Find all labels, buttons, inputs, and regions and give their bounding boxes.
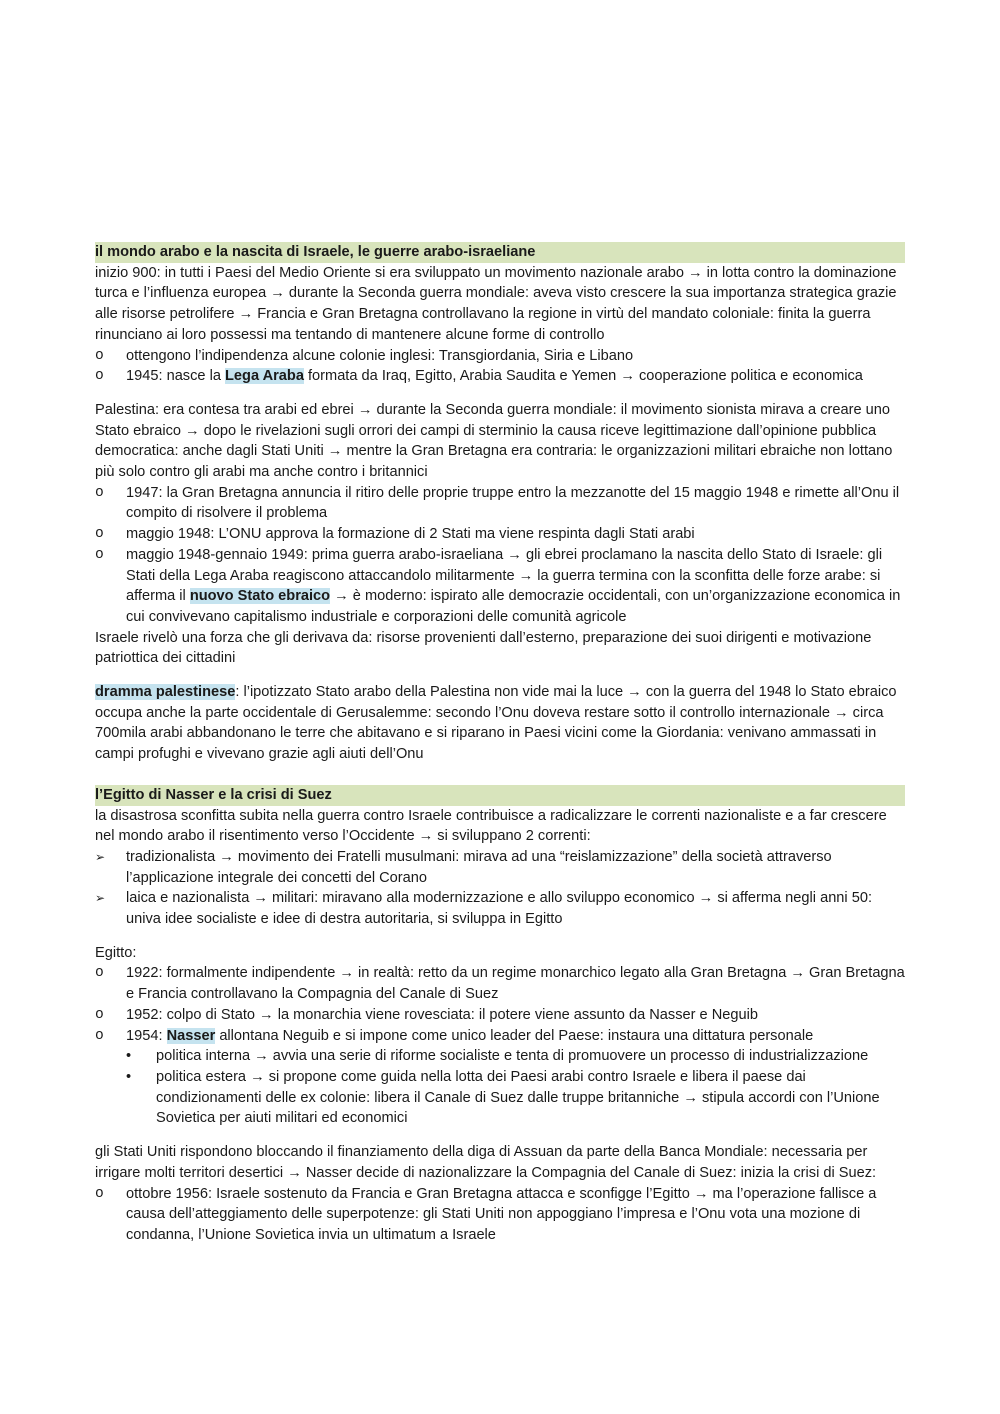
list-item: o maggio 1948-gennaio 1949: prima guerra arabo-israeliana → gli ebrei proclamano la nascita dello Stato di Israele: gli Stati della Lega Araba reagiscono attaccandolo militarmente → la guerra termina con la sconfitta delle forze arabe: si afferma il nuovo Stato ebraico → è moderno: ispirato alle democrazie occidentali, con un’organizzazione economica in cui convivevano capitalismo industriale e corporazioni delle comunità agricole xyxy=(95,546,901,625)
paragraph: dramma palestinese: l’ipotizzato Stato arabo della Palestina non vide mai la luce → con la guerra del 1948 lo Stato ebraico occupa anche la parte occidentale di Gerusalemme: secondo l’Onu doveva restare sotto il controllo internazionale → circa 700mila arabi abbandonano le terre che abitavano e si riparano in Paesi vicini come la Giordania: venivano ammassati in campi profughi e vivevano grazie agli aiuti dell’Onu xyxy=(95,684,897,763)
bullet-list xyxy=(95,963,905,1129)
bullet-marker: o xyxy=(95,484,104,501)
list-item: o 1945: nasce la Lega Araba formata da Iraq, Egitto, Arabia Saudita e Yemen → cooperazione politica e economica xyxy=(95,366,905,387)
bullet-marker: o xyxy=(95,1185,104,1202)
bullet-list xyxy=(95,483,905,628)
list-item: o 1954: Nasser allontana Neguib e si impone come unico leader del Paese: instaura una dittatura personale • politica interna → avvia una serie di riforme socialiste e tenta di promuovere un processo di industrializzazione • politica estera → si propone come guida nella lotta dei Paesi arabi contro Israele e libera il paese dai condizionamenti delle ex colonie: libera il Canale di Suez dalle truppe britanniche → stipula accordi con l’Unione Sovietica per aiuti militari ed economici xyxy=(95,1026,905,1130)
list-item: ➢ laica e nazionalista → militari: miravano alla modernizzazione e allo sviluppo economico → si afferma negli anni 50: univa idee socialiste e idee di destra autoritaria, si sviluppa in Egitto xyxy=(95,890,873,928)
paragraph: Palestina: era contesa tra arabi ed ebrei → durante la Seconda guerra mondiale: il movimento sionista mirava a creare uno Stato ebraico → dopo le rivelazioni sugli orrori dei campi di sterminio la causa riceve legittimazione dall’opinione pubblica democratica: anche dagli Stati Uniti → mentre la Gran Bretagna era contraria: le organizzazioni militari ebraiche non lottano più solo contro gli arabi ma anche contro i britannici xyxy=(95,401,893,481)
bullet-list xyxy=(95,1184,905,1246)
bullet-marker: o xyxy=(95,1027,104,1044)
paragraph: la disastrosa sconfitta subita nella guerra contro Israele contribuisce a radicalizzare le correnti nazionaliste e a far crescere nel mondo arabo il risentimento verso l’Occidente → si sviluppano 2 correnti: xyxy=(95,807,887,845)
bullet-marker: o xyxy=(95,526,104,543)
list-item: o 1947: la Gran Bretagna annuncia il ritiro delle proprie truppe entro la mezzanotte del 15 maggio 1948 e rimette all’Onu il compito di risolvere il problema xyxy=(95,484,900,522)
list-item: o maggio 1948: L’ONU approva la formazione di 2 Stati ma viene respinta dagli Stati arabi xyxy=(95,524,905,545)
list-item: • politica interna → avvia una serie di riforme socialiste e tenta di promuovere un processo di industrializzazione xyxy=(126,1046,905,1067)
paragraph: Israele rivelò una forza che gli derivava da: risorse provenienti dall’esterno, preparazione dei suoi dirigenti e motivazione patriottica dei cittadini xyxy=(95,629,872,667)
bullet-marker: o xyxy=(95,368,104,385)
highlight-nuovo-stato: nuovo Stato ebraico xyxy=(189,588,331,605)
list-item: o 1922: formalmente indipendente → in realtà: retto da un regime monarchico legato alla Gran Bretagna → Gran Bretagna e Francia controllavano la Compagnia del Canale di Suez xyxy=(95,965,905,1003)
arrow-marker: ➢ xyxy=(95,891,106,906)
bullet-marker: o xyxy=(95,347,104,364)
arrow-marker: ➢ xyxy=(95,849,106,864)
bullet-list xyxy=(95,346,905,387)
sub-bullet-list xyxy=(126,1046,905,1129)
bullet-marker: o xyxy=(95,965,104,982)
bullet-marker: • xyxy=(126,1068,132,1085)
list-item: o 1952: colpo di Stato → la monarchia viene rovesciata: il potere viene assunto da Nasser e Neguib xyxy=(95,1005,905,1026)
list-item: o ottengono l’indipendenza alcune colonie inglesi: Transgiordania, Siria e Libano xyxy=(95,346,905,367)
list-item: o ottobre 1956: Israele sostenuto da Francia e Gran Bretagna attacca e sconfigge l’Egitto → ma l’operazione fallisce a causa dell’atteggiamento delle superpotenze: gli Stati Uniti non appoggiano l’impresa e l’Onu vota una mozione di condanna, l’Unione Sovietica invia un ultimatum a Israele xyxy=(95,1185,877,1243)
arrow-list xyxy=(95,847,905,930)
bullet-marker: o xyxy=(95,546,104,563)
highlight-nasser: Nasser xyxy=(166,1027,216,1044)
list-item: ➢ tradizionalista → movimento dei Fratelli musulmani: mirava ad una “reislamizzazione” della società attraverso l’applicazione integrale dei concetti del Corano xyxy=(95,848,832,886)
highlight-dramma-palestinese: dramma palestinese xyxy=(95,684,236,701)
document-content xyxy=(95,242,905,1246)
list-item: • politica estera → si propone come guida nella lotta dei Paesi arabi contro Israele e libera il paese dai condizionamenti delle ex colonie: libera il Canale di Suez dalle truppe britanniche → stipula accordi con l’Unione Sovietica per aiuti militari ed economici xyxy=(126,1068,880,1127)
paragraph: gli Stati Uniti rispondono bloccando il finanziamento della diga di Assuan da parte della Banca Mondiale: necessaria per irrigare molti territori desertici → Nasser decide di nazionalizzare la Compagnia del Canale di Suez: inizia la crisi di Suez: xyxy=(95,1144,877,1181)
section-heading-israele: il mondo arabo e la nascita di Israele, le guerre arabo-israeliane xyxy=(95,242,905,263)
paragraph: Egitto: xyxy=(95,944,137,961)
section-heading-egitto: l’Egitto di Nasser e la crisi di Suez xyxy=(95,785,905,806)
bullet-marker: • xyxy=(126,1048,132,1065)
highlight-lega-araba: Lega Araba xyxy=(225,368,304,385)
bullet-marker: o xyxy=(95,1006,104,1023)
paragraph: inizio 900: in tutti i Paesi del Medio Oriente si era sviluppato un movimento nazionale arabo → in lotta contro la dominazione turca e l’influenza europea → durante la Seconda guerra mondiale: aveva visto crescere la sua importanza strategica grazie alle risorse petrolifere → Francia e Gran Bretagna controllavano la regione in virtù del mandato coloniale: finita la guerra rinunciano ai loro possessi ma tentando di mantenere alcune forme di controllo xyxy=(95,264,897,343)
